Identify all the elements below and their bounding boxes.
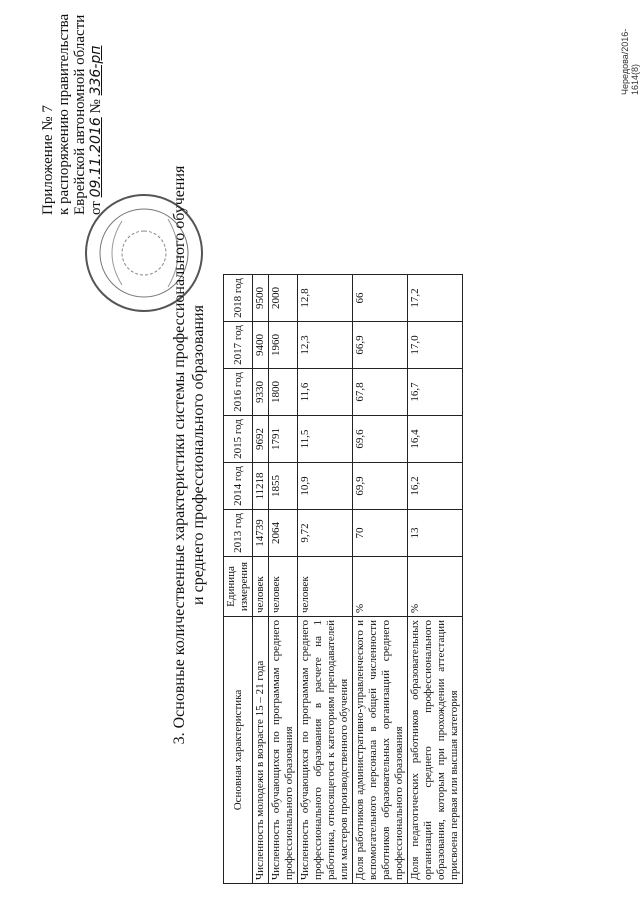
table-cell: 16,7 (408, 369, 463, 416)
header-cell: Единица измерения (224, 557, 253, 617)
header-cell: 2018 год (224, 275, 253, 322)
table-cell: 12,8 (298, 275, 353, 322)
table-cell: Доля работников административно-управленческого и вспомогательного персонала в общей численности работников образовательных организаций среднего профессионального образования (353, 617, 408, 884)
table-cell: Численность молодежи в возрасте 15 – 21 года (253, 617, 269, 884)
heading-line1: 3. Основные количественные характеристики системы профессионального обучения (171, 165, 188, 745)
table-cell: 2000 (269, 275, 298, 322)
table-cell: 11,5 (298, 416, 353, 463)
table-cell: 14739 (253, 510, 269, 557)
table-cell: 1855 (269, 463, 298, 510)
table-cell: 12,3 (298, 322, 353, 369)
table-row (298, 275, 353, 884)
table-cell: 66,9 (353, 322, 408, 369)
appendix-date: 09.11.2016 (88, 117, 104, 198)
table-cell: 10,9 (298, 463, 353, 510)
table-cell: 13 (408, 510, 463, 557)
table-cell: 69,9 (353, 463, 408, 510)
table-cell: человек (269, 557, 298, 617)
table-cell: % (408, 557, 463, 617)
appendix-number: 336-рп (88, 45, 104, 96)
table-cell: 67,8 (353, 369, 408, 416)
table-cell: % (353, 557, 408, 617)
table-row (269, 275, 298, 884)
table-cell: 9692 (253, 416, 269, 463)
table-cell: человек (253, 557, 269, 617)
table-cell: человек (298, 557, 353, 617)
table-cell: 16,2 (408, 463, 463, 510)
table-cell: 16,4 (408, 416, 463, 463)
appendix-block (40, 0, 104, 215)
number-prefix: № (88, 99, 104, 114)
table-cell: 69,6 (353, 416, 408, 463)
table-cell: Численность обучающихся по программам среднего профессионального образования в расчете на 1 работника, относящегося к категориям преподавателей или мастеров производственного обучения (298, 617, 353, 884)
header-cell: 2014 год (224, 463, 253, 510)
document-footer-code: Чередова/2016-1614(8) (620, 28, 640, 95)
table-cell: 9,72 (298, 510, 353, 557)
header-cell: 2016 год (224, 369, 253, 416)
table-cell: 11218 (253, 463, 269, 510)
table-cell: 2064 (269, 510, 298, 557)
appendix-line3: Еврейской автономной области (72, 14, 88, 215)
table-row (353, 275, 408, 884)
appendix-line2: к распоряжению правительства (56, 13, 72, 215)
table-cell: Доля педагогических работников образовательных организаций среднего профессионального образования, которым при прохождении аттестации присвоена первая или высшая категория (408, 617, 463, 884)
table-cell: Численность обучающихся по программам среднего профессионального образования (269, 617, 298, 884)
appendix-date-line (88, 0, 104, 215)
table-cell: 70 (353, 510, 408, 557)
table-row (408, 275, 463, 884)
table-cell: 17,2 (408, 275, 463, 322)
table-cell: 1800 (269, 369, 298, 416)
table-row (253, 275, 269, 884)
heading-line2: и среднего профессионального образования (190, 305, 207, 605)
date-prefix: от (88, 201, 104, 215)
header-cell: 2013 год (224, 510, 253, 557)
header-cell: 2017 год (224, 322, 253, 369)
table-cell: 1791 (269, 416, 298, 463)
table-header-row (224, 275, 253, 884)
table-cell: 11,6 (298, 369, 353, 416)
appendix-title: Приложение № 7 (40, 105, 56, 215)
table-cell: 9500 (253, 275, 269, 322)
table-cell: 1960 (269, 322, 298, 369)
characteristics-table (223, 274, 463, 884)
table-cell: 66 (353, 275, 408, 322)
table-cell: 9400 (253, 322, 269, 369)
header-cell: Основная характеристика (224, 617, 253, 884)
table-cell: 9330 (253, 369, 269, 416)
table-cell: 17,0 (408, 322, 463, 369)
header-cell: 2015 год (224, 416, 253, 463)
